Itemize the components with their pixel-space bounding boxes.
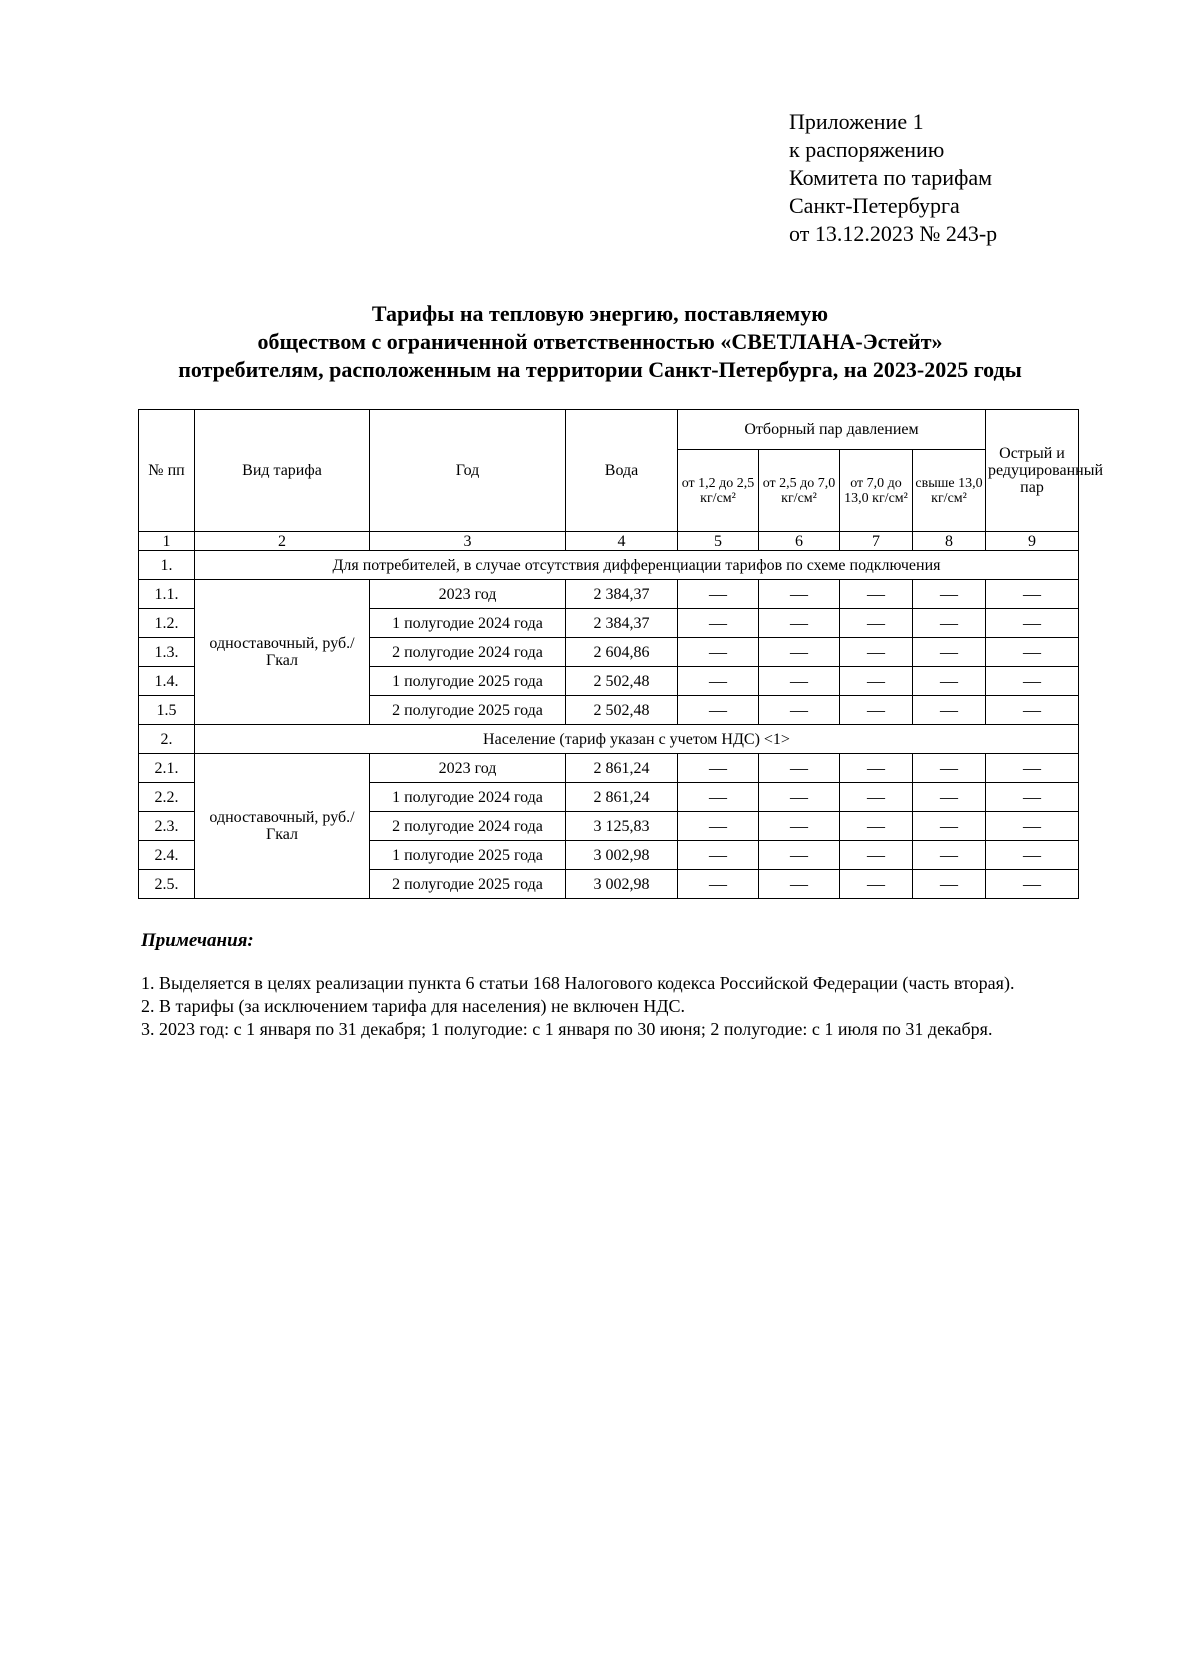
column-number: 6	[759, 532, 840, 551]
water-value-cell: 2 384,37	[566, 609, 678, 638]
header-num: № пп	[139, 410, 195, 532]
dash-cell: —	[759, 609, 840, 638]
header-water: Вода	[566, 410, 678, 532]
water-value-cell: 3 002,98	[566, 870, 678, 899]
dash-cell: —	[840, 870, 913, 899]
dash-cell: —	[678, 580, 759, 609]
row-number: 2.4.	[139, 841, 195, 870]
title-line: потребителям, расположенным на территории Санкт-Петербурга, на 2023-2025 годы	[178, 357, 1022, 382]
dash-cell: —	[678, 870, 759, 899]
dash-cell: —	[759, 783, 840, 812]
water-value-cell: 2 604,86	[566, 638, 678, 667]
dash-cell: —	[986, 783, 1079, 812]
header-year: Год	[370, 410, 566, 532]
row-number: 1.5	[139, 696, 195, 725]
dash-cell: —	[986, 609, 1079, 638]
year-cell: 2023 год	[370, 754, 566, 783]
dash-cell: —	[840, 783, 913, 812]
row-number: 2.2.	[139, 783, 195, 812]
dash-cell: —	[678, 754, 759, 783]
dash-cell: —	[840, 696, 913, 725]
dash-cell: —	[678, 841, 759, 870]
row-number: 2.1.	[139, 754, 195, 783]
section-row	[139, 725, 1079, 754]
dash-cell: —	[913, 812, 986, 841]
dash-cell: —	[678, 638, 759, 667]
notes-title: Примечания:	[141, 930, 254, 951]
dash-cell: —	[840, 754, 913, 783]
year-cell: 2 полугодие 2024 года	[370, 638, 566, 667]
dash-cell: —	[840, 609, 913, 638]
dash-cell: —	[759, 696, 840, 725]
dash-cell: —	[986, 696, 1079, 725]
dash-cell: —	[986, 754, 1079, 783]
note-item: 2. В тарифы (за исключением тарифа для населения) не включен НДС.	[141, 996, 686, 1016]
tariff-table	[138, 409, 1104, 899]
dash-cell: —	[913, 783, 986, 812]
title-line: Тарифы на тепловую энергию, поставляемую	[371, 301, 829, 326]
water-value-cell: 2 502,48	[566, 696, 678, 725]
appendix-line: Санкт-Петербурга	[789, 193, 960, 218]
water-value-cell: 3 002,98	[566, 841, 678, 870]
dash-cell: —	[986, 841, 1079, 870]
dash-cell: —	[678, 667, 759, 696]
dash-cell: —	[986, 812, 1079, 841]
appendix-block	[789, 108, 997, 248]
notes-list	[141, 972, 1109, 1041]
water-value-cell: 2 861,24	[566, 783, 678, 812]
column-number: 5	[678, 532, 759, 551]
year-cell: 1 полугодие 2025 года	[370, 841, 566, 870]
row-number: 1.1.	[139, 580, 195, 609]
header-tariff-type: Вид тарифа	[195, 410, 370, 532]
dash-cell: —	[913, 754, 986, 783]
column-number: 8	[913, 532, 986, 551]
section-title: Население (тариф указан с учетом НДС) <1>	[195, 725, 1079, 754]
column-number: 7	[840, 532, 913, 551]
dash-cell: —	[913, 580, 986, 609]
water-value-cell: 3 125,83	[566, 812, 678, 841]
dash-cell: —	[913, 841, 986, 870]
row-number: 2.5.	[139, 870, 195, 899]
header-steam-2: от 2,5 до 7,0 кг/см²	[759, 450, 840, 532]
dash-cell: —	[759, 580, 840, 609]
column-number: 4	[566, 532, 678, 551]
header-steam-1: от 1,2 до 2,5 кг/см²	[678, 450, 759, 532]
column-number: 1	[139, 532, 195, 551]
dash-cell: —	[840, 638, 913, 667]
table-body	[139, 551, 1079, 899]
dash-cell: —	[840, 812, 913, 841]
dash-cell: —	[913, 667, 986, 696]
appendix-line: к распоряжению	[789, 137, 945, 162]
year-cell: 2 полугодие 2025 года	[370, 696, 566, 725]
column-number: 3	[370, 532, 566, 551]
dash-cell: —	[913, 870, 986, 899]
year-cell: 2 полугодие 2025 года	[370, 870, 566, 899]
dash-cell: —	[759, 667, 840, 696]
water-value-cell: 2 861,24	[566, 754, 678, 783]
table-row	[139, 580, 1079, 609]
year-cell: 1 полугодие 2024 года	[370, 609, 566, 638]
section-title: Для потребителей, в случае отсутствия дифференциации тарифов по схеме подключения	[195, 551, 1079, 580]
header-sharp-steam: Острый и редуцированный пар	[986, 410, 1079, 532]
column-number: 2	[195, 532, 370, 551]
row-number: 1.2.	[139, 609, 195, 638]
header-steam-4: свыше 13,0 кг/см²	[913, 450, 986, 532]
dash-cell: —	[986, 580, 1079, 609]
column-number: 9	[986, 532, 1079, 551]
tariff-type-cell: одноставочный, руб./Гкал	[195, 580, 370, 725]
header-steam-3: от 7,0 до 13,0 кг/см²	[840, 450, 913, 532]
table-header	[139, 410, 1104, 551]
year-cell: 2 полугодие 2024 года	[370, 812, 566, 841]
row-number: 2.3.	[139, 812, 195, 841]
row-number: 1.4.	[139, 667, 195, 696]
dash-cell: —	[986, 667, 1079, 696]
year-cell: 1 полугодие 2024 года	[370, 783, 566, 812]
tariff-type-cell: одноставочный, руб./Гкал	[195, 754, 370, 899]
section-number: 2.	[139, 725, 195, 754]
dash-cell: —	[678, 609, 759, 638]
dash-cell: —	[913, 609, 986, 638]
dash-cell: —	[913, 638, 986, 667]
dash-cell: —	[840, 841, 913, 870]
row-number: 1.3.	[139, 638, 195, 667]
header-steam-group: Отборный пар давлением	[678, 410, 986, 450]
note-item: 3. 2023 год: с 1 января по 31 декабря; 1 полугодие: с 1 января по 30 июня; 2 полугодие: с 1 июля по 31 декабря.	[141, 1019, 993, 1039]
dash-cell: —	[678, 783, 759, 812]
appendix-line: Комитета по тарифам	[789, 165, 993, 190]
appendix-line: от 13.12.2023 № 243-р	[789, 221, 998, 246]
dash-cell: —	[759, 754, 840, 783]
title-line: обществом с ограниченной ответственностью «СВЕТЛАНА-Эстейт»	[257, 329, 943, 354]
dash-cell: —	[986, 638, 1079, 667]
dash-cell: —	[840, 580, 913, 609]
year-cell: 1 полугодие 2025 года	[370, 667, 566, 696]
section-number: 1.	[139, 551, 195, 580]
note-item: 1. Выделяется в целях реализации пункта 6 статьи 168 Налогового кодекса Российской Федерации (часть вторая).	[141, 973, 1015, 993]
dash-cell: —	[759, 812, 840, 841]
table-row	[139, 754, 1079, 783]
dash-cell: —	[759, 870, 840, 899]
dash-cell: —	[913, 696, 986, 725]
section-row	[139, 551, 1079, 580]
dash-cell: —	[759, 638, 840, 667]
year-cell: 2023 год	[370, 580, 566, 609]
dash-cell: —	[678, 696, 759, 725]
water-value-cell: 2 384,37	[566, 580, 678, 609]
dash-cell: —	[678, 812, 759, 841]
dash-cell: —	[840, 667, 913, 696]
water-value-cell: 2 502,48	[566, 667, 678, 696]
document-title	[120, 300, 1080, 384]
column-number-row	[139, 532, 1079, 551]
dash-cell: —	[986, 870, 1079, 899]
appendix-line: Приложение 1	[789, 109, 924, 134]
dash-cell: —	[759, 841, 840, 870]
